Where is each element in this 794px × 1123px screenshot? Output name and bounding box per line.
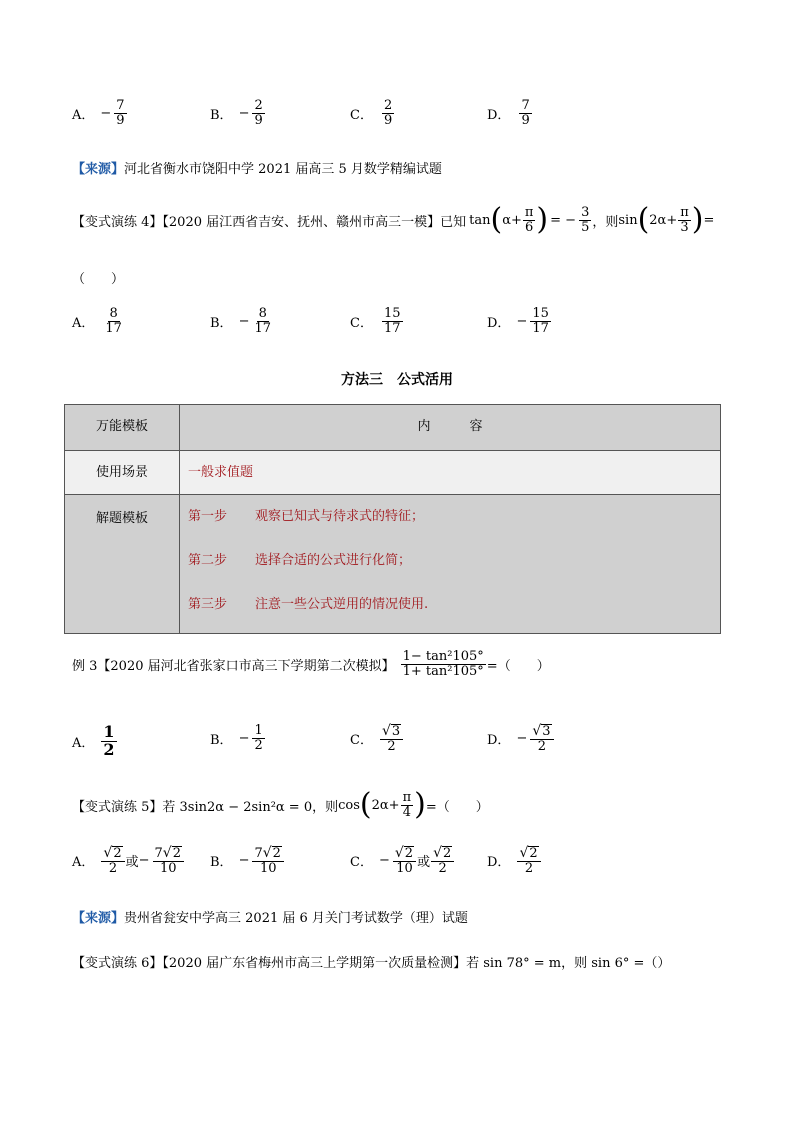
- fraction: $\frac{1}{2}$: [103, 722, 115, 759]
- source-tag: 【来源】: [72, 162, 125, 177]
- variant4-stem: 【变式演练 4】【2020 届江西省吉安、抚州、赣州市高三一模】已知 tan ( α+ $\frac{\pi}{6}$ ) = − $\frac{3}{5}$ ，则 sin ( 2α+ $\frac{\pi}{3}$ ) =: [72, 202, 715, 237]
- option-d[interactable]: D． $\frac{7}{9}$: [487, 98, 530, 128]
- sqrt: √ 2: [162, 845, 181, 861]
- fraction: $\frac{\text{1− tan²105°}}{\text{1+ tan²105°}}$: [402, 649, 484, 679]
- fraction: $\frac{15}{17}$: [383, 306, 401, 336]
- fraction: $\frac{2}{9}$: [254, 98, 263, 128]
- fraction: 7 √ 2 10: [153, 846, 184, 875]
- example3-stem: 例 3【2020 届河北省张家口市高三下学期第二次模拟】 $\frac{\text{1− tan²105°}}{\text{1+ tan²105°}}$ =（ ）: [72, 649, 550, 679]
- variant6-stem: 【变式演练 6】【2020 届广东省梅州市高三上学期第一次质量检测】若 sin 78° = m，则 sin 6° =（）: [72, 956, 671, 971]
- fraction: $\frac{8}{17}$: [105, 306, 122, 336]
- option-a[interactable]: A． $\frac{1}{2}$: [72, 722, 115, 759]
- fraction: $\frac{7}{9}$: [116, 98, 125, 128]
- step-item: 第一步 观察已知式与待求式的特征；: [188, 509, 425, 524]
- sqrt: √ 3: [381, 723, 401, 739]
- option-d[interactable]: D． √ 2 2: [487, 846, 542, 875]
- source-line: 【来源】河北省衡水市饶阳中学 2021 届高三 5 月数学精编试题: [72, 162, 442, 177]
- template-table: [64, 404, 721, 634]
- fraction: $\frac{1}{2}$: [254, 723, 263, 753]
- option-c[interactable]: C． $\frac{2}{9}$: [350, 98, 393, 128]
- option-b[interactable]: B． − $\frac{8}{17}$: [210, 306, 272, 336]
- sqrt: √ 2: [394, 845, 414, 861]
- fraction: $\frac{\pi}{3}$: [680, 204, 689, 235]
- table-row: 解题模板 第一步 观察已知式与待求式的特征； 第二步 选择合适的公式进行化简； 第三步 注意一些公式逆用的情况使用.: [65, 495, 721, 634]
- fraction: $\frac{\pi}{4}$: [402, 789, 412, 820]
- fraction: $\frac{2}{9}$: [383, 98, 393, 128]
- sqrt: √ 2: [433, 845, 452, 861]
- sqrt: √ 2: [519, 845, 538, 861]
- fraction: $\frac{7}{9}$: [521, 98, 530, 128]
- fraction: √ 2 2: [517, 846, 540, 875]
- fraction: √ 2 10: [393, 846, 416, 875]
- source-line: 【来源】贵州省瓮安中学高三 2021 届 6 月关门考试数学（理）试题: [72, 911, 468, 926]
- sqrt: √ 3: [532, 723, 551, 739]
- fraction: $\frac{8}{17}$: [254, 306, 272, 336]
- option-c[interactable]: C． √ 3 2: [350, 724, 404, 753]
- source-tag: 【来源】: [72, 911, 125, 926]
- option-a[interactable]: A． √ 2 2 或 − 7 √ 2 10: [72, 846, 185, 875]
- table-header-row: [65, 405, 721, 451]
- fraction: √ 3 2: [380, 724, 403, 753]
- fraction: √ 2 2: [431, 846, 454, 875]
- table-header-cell: 万能模板: [65, 405, 180, 451]
- sqrt: √ 2: [262, 845, 281, 861]
- option-b[interactable]: B． − $\frac{1}{2}$: [210, 723, 263, 753]
- option-c[interactable]: C． $\frac{15}{17}$: [350, 306, 401, 336]
- option-d[interactable]: D． − $\frac{15}{17}$: [487, 306, 549, 336]
- option-c[interactable]: C． − √ 2 10 或 √ 2 2: [350, 846, 455, 875]
- step-item: 第三步 注意一些公式逆用的情况使用.: [188, 597, 429, 612]
- fraction: √ 3 2: [530, 724, 553, 753]
- option-b[interactable]: B． − 7 √ 2 10: [210, 846, 285, 875]
- option-d[interactable]: D． − √ 3 2: [487, 724, 555, 753]
- variant5-stem: 【变式演练 5】若 3sin2α − 2sin²α = 0，则 cos ( 2α+ $\frac{\pi}{4}$ ) =（ ）: [72, 787, 489, 822]
- fraction: $\frac{\pi}{6}$: [524, 204, 534, 235]
- answer-blank: （ ）: [72, 272, 125, 287]
- step-item: 第二步 选择合适的公式进行化简；: [188, 553, 412, 568]
- section-heading: 方法三 公式活用: [341, 372, 453, 388]
- fraction: $\frac{15}{17}$: [532, 306, 549, 336]
- sqrt: √ 2: [103, 845, 122, 861]
- option-a[interactable]: A． − $\frac{7}{9}$: [72, 98, 125, 128]
- fraction: 7 √ 2 10: [252, 846, 283, 875]
- fraction: √ 2 2: [101, 846, 124, 875]
- fraction: $\frac{3}{5}$: [581, 204, 590, 235]
- option-b[interactable]: B． − $\frac{2}{9}$: [210, 98, 263, 128]
- table-header-cell: 内 容: [180, 405, 721, 451]
- table-row: 使用场景 一般求值题: [65, 451, 721, 495]
- option-a[interactable]: A． $\frac{8}{17}$: [72, 306, 122, 336]
